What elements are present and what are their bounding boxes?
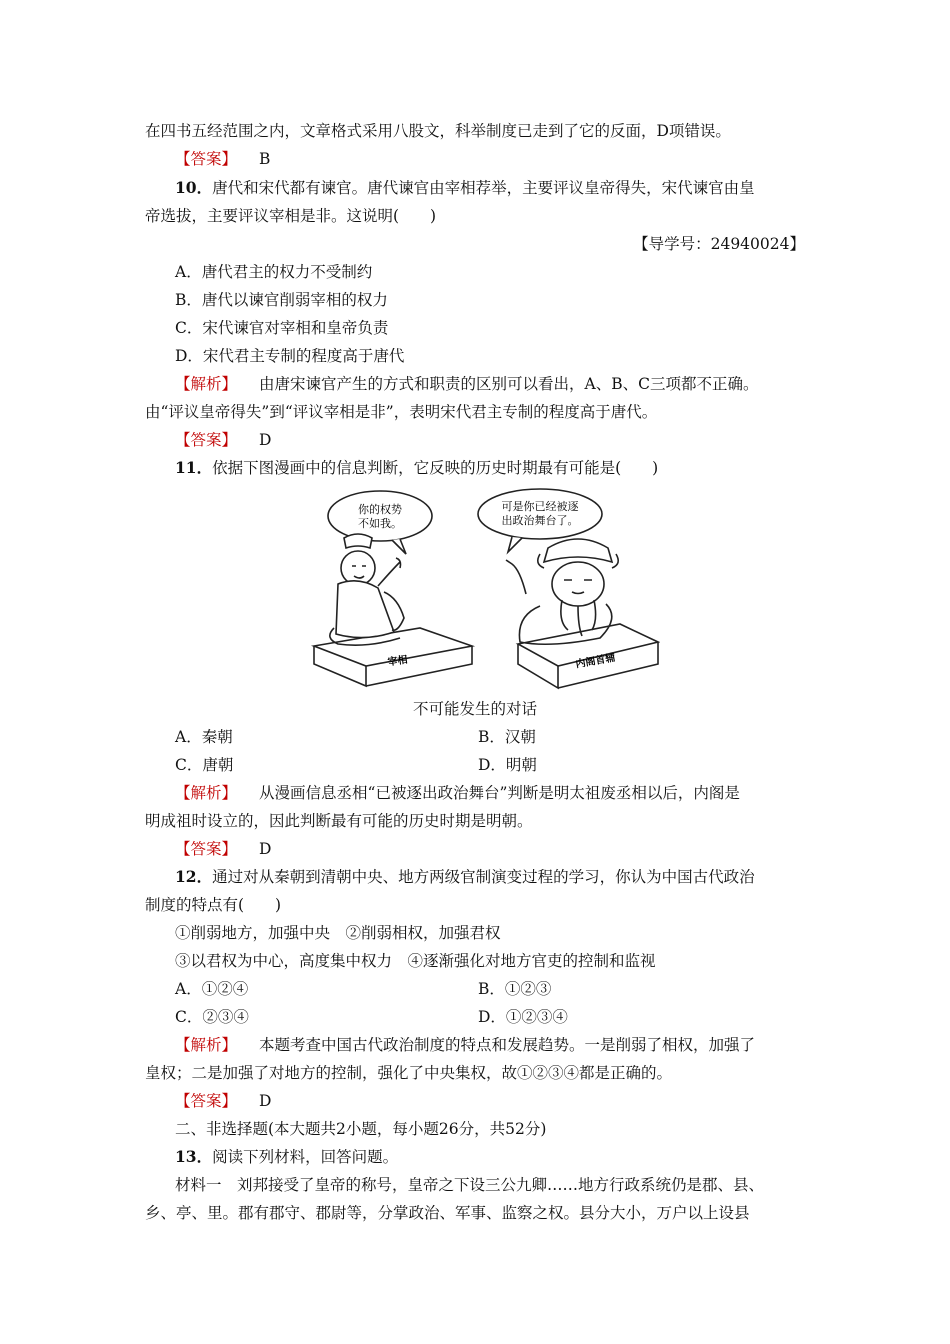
bubble-right-line1: 可是你已经被逐 [501, 500, 579, 513]
bubble-left-line1: 你的权势 [358, 503, 402, 516]
answer-value: D [259, 1092, 272, 1110]
base-left-label: 宰相 [386, 654, 409, 669]
question-13 [175, 1146, 398, 1168]
explanation-text: 本题考查中国古代政治制度的特点和发展趋势。一是削弱了相权，加强了 [259, 1036, 756, 1054]
bubble-right-line2: 出政治舞台了。 [501, 514, 579, 527]
answer-tag: 【答案】 [175, 1092, 238, 1110]
statement-line: ③以君权为中心，高度集中权力 ④逐渐强化对地方官吏的控制和监视 [175, 952, 656, 970]
question-10 [175, 177, 755, 199]
explanation-line [175, 1034, 755, 1056]
explanation-text: 由唐宋谏官产生的方式和职责的区别可以看出，A、B、C三项都不正确。 [259, 375, 759, 393]
option-b: B．唐代以谏官削弱宰相的权力 [175, 291, 388, 309]
answer-tag: 【答案】 [175, 431, 238, 449]
material-line: 材料一 刘邦接受了皇帝的称号，皇帝之下设三公九卿……地方行政系统仍是郡、县、 [175, 1176, 765, 1194]
question-11 [175, 457, 658, 479]
explanation-tag: 【解析】 [175, 375, 238, 393]
answer-tag: 【答案】 [175, 150, 238, 168]
explanation-line [175, 373, 758, 395]
guide-number: 【导学号：24940024】 [633, 235, 805, 253]
answer-tag: 【答案】 [175, 840, 238, 858]
option-a: A．唐代君主的权力不受制约 [175, 263, 373, 281]
answer-value: D [259, 840, 272, 858]
explanation-text: 从漫画信息丞相“已被逐出政治舞台”判断是明太祖废丞相以后，内阁是 [259, 784, 740, 802]
text-line: 在四书五经范围之内，文章格式采用八股文，科举制度已走到了它的反面，D项错误。 [145, 122, 731, 140]
option-c: C．唐朝 [175, 756, 234, 774]
option-d: D．①②③④ [478, 1008, 568, 1026]
question-number: 10． [175, 178, 213, 197]
question-number: 13． [175, 1147, 213, 1166]
text-line: 明成祖时设立的，因此判断最有可能的历史时期是明朝。 [145, 812, 533, 830]
option-c: C．宋代谏官对宰相和皇帝负责 [175, 319, 389, 337]
text-line: 由“评议皇帝得失”到“评议宰相是非”，表明宋代君主专制的程度高于唐代。 [145, 403, 658, 421]
question-text: 唐代和宋代都有谏官。唐代谏官由宰相荐举，主要评议皇帝得失，宋代谏官由皇 [212, 179, 755, 197]
question-number: 11． [175, 458, 213, 477]
option-c: C．②③④ [175, 1008, 249, 1026]
text-line: 皇权；二是加强了对地方的控制，强化了中央集权，故①②③④都是正确的。 [145, 1064, 673, 1082]
bubble-left-line2: 不如我。 [358, 517, 402, 530]
option-a: A．①②④ [175, 980, 249, 998]
option-b: B．汉朝 [478, 728, 536, 746]
text-line: 帝选拔，主要评议宰相是非。这说明( ) [145, 207, 437, 225]
explanation-line [175, 782, 740, 804]
answer-line [175, 429, 271, 451]
question-text: 通过对从秦朝到清朝中央、地方两级官制演变过程的学习，你认为中国古代政治 [212, 868, 755, 886]
answer-value: B [259, 150, 271, 168]
option-a: A．秦朝 [175, 728, 233, 746]
option-d: D．明朝 [478, 756, 537, 774]
answer-line [175, 1090, 271, 1112]
option-b: B．①②③ [478, 980, 552, 998]
explanation-tag: 【解析】 [175, 1036, 238, 1054]
question-12 [175, 866, 755, 888]
statement-line: ①削弱地方，加强中央 ②削弱相权，加强君权 [175, 924, 501, 942]
cartoon-illustration [300, 488, 660, 693]
question-text: 依据下图漫画中的信息判断，它反映的历史时期最有可能是( ) [212, 459, 659, 477]
answer-line [175, 838, 271, 860]
question-number: 12． [175, 867, 213, 886]
answer-value: D [259, 431, 272, 449]
text-line: 乡、亭、里。郡有郡守、郡尉等，分掌政治、军事、监察之权。县分大小，万户以上设县 [145, 1204, 750, 1222]
section-heading: 二、非选择题(本大题共2小题，每小题26分，共52分) [175, 1120, 547, 1138]
figure-caption: 不可能发生的对话 [412, 700, 537, 718]
text-line: 制度的特点有( ) [145, 896, 282, 914]
option-d: D．宋代君主专制的程度高于唐代 [175, 347, 405, 365]
answer-line [175, 148, 270, 170]
base-right-label: 内阁首辅 [574, 652, 617, 671]
question-text: 阅读下列材料，回答问题。 [212, 1148, 399, 1166]
explanation-tag: 【解析】 [175, 784, 238, 802]
